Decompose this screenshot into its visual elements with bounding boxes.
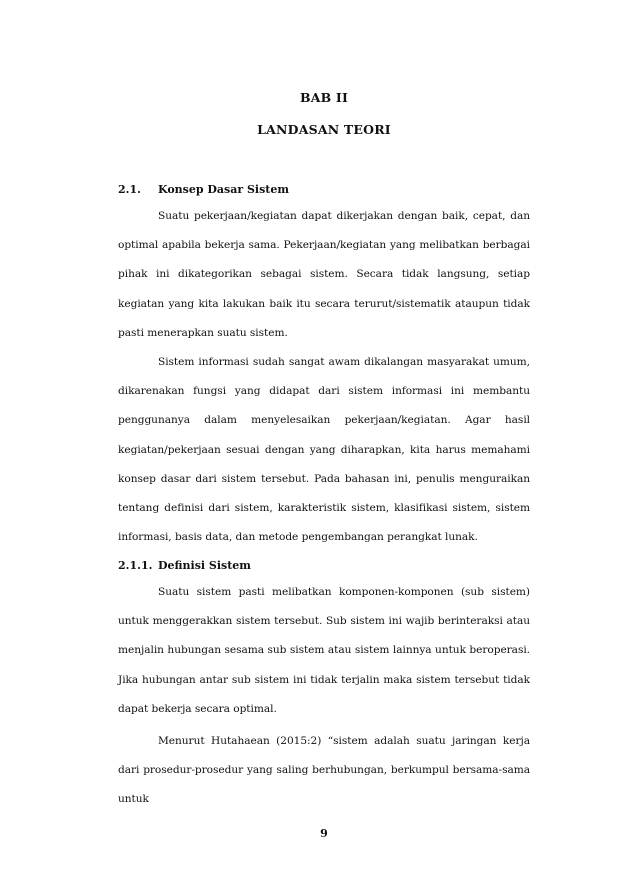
subsection-number: 2.1.1. bbox=[118, 559, 153, 572]
body-paragraph: Suatu sistem pasti melibatkan komponen-komponen (sub sistem) untuk menggerakkan sistem tersebut. Sub sistem ini wajib berinteraksi atau menjalin hubungan sesama sub sistem atau sistem lainnya untuk beroperasi. Jika hubungan antar sub sistem ini tidak terjalin maka sistem tersebut tidak dapat bekerja secara optimal. bbox=[118, 586, 530, 715]
section-title: Konsep Dasar Sistem bbox=[158, 183, 290, 196]
subsection-title: Definisi Sistem bbox=[158, 559, 251, 572]
section-heading bbox=[118, 183, 289, 196]
body-paragraph: Menurut Hutahaean (2015:2) “sistem adalah suatu jaringan kerja dari prosedur-prosedur yang saling berhubungan, berkumpul bersama-sama untuk bbox=[118, 735, 530, 806]
chapter-title: LANDASAN TEORI bbox=[257, 122, 391, 137]
subsection-heading bbox=[118, 559, 251, 572]
body-paragraph: Sistem informasi sudah sangat awam dikalangan masyarakat umum, dikarenakan fungsi yang didapat dari sistem informasi ini membantu penggunanya dalam menyelesaikan pekerjaan/kegiatan. Agar hasil kegiatan/pekerjaan sesuai dengan yang diharapkan, kita harus memahami konsep dasar dari sistem tersebut. Pada bahasan ini, penulis menguraikan tentang definisi dari sistem, karakteristik sistem, klasifikasi sistem, sistem informasi, basis data, dan metode pengembangan perangkat lunak. bbox=[118, 356, 530, 544]
chapter-number: BAB II bbox=[299, 90, 349, 105]
page-number: 9 bbox=[320, 827, 328, 840]
section-number: 2.1. bbox=[118, 183, 141, 196]
body-paragraph: Suatu pekerjaan/kegiatan dapat dikerjakan dengan baik, cepat, dan optimal apabila bekerja sama. Pekerjaan/kegiatan yang melibatkan berbagai pihak ini dikategorikan sebagai sistem. Secara tidak langsung, setiap kegiatan yang kita lakukan baik itu secara terurut/sistematik ataupun tidak pasti menerapkan suatu sistem. bbox=[118, 210, 530, 339]
